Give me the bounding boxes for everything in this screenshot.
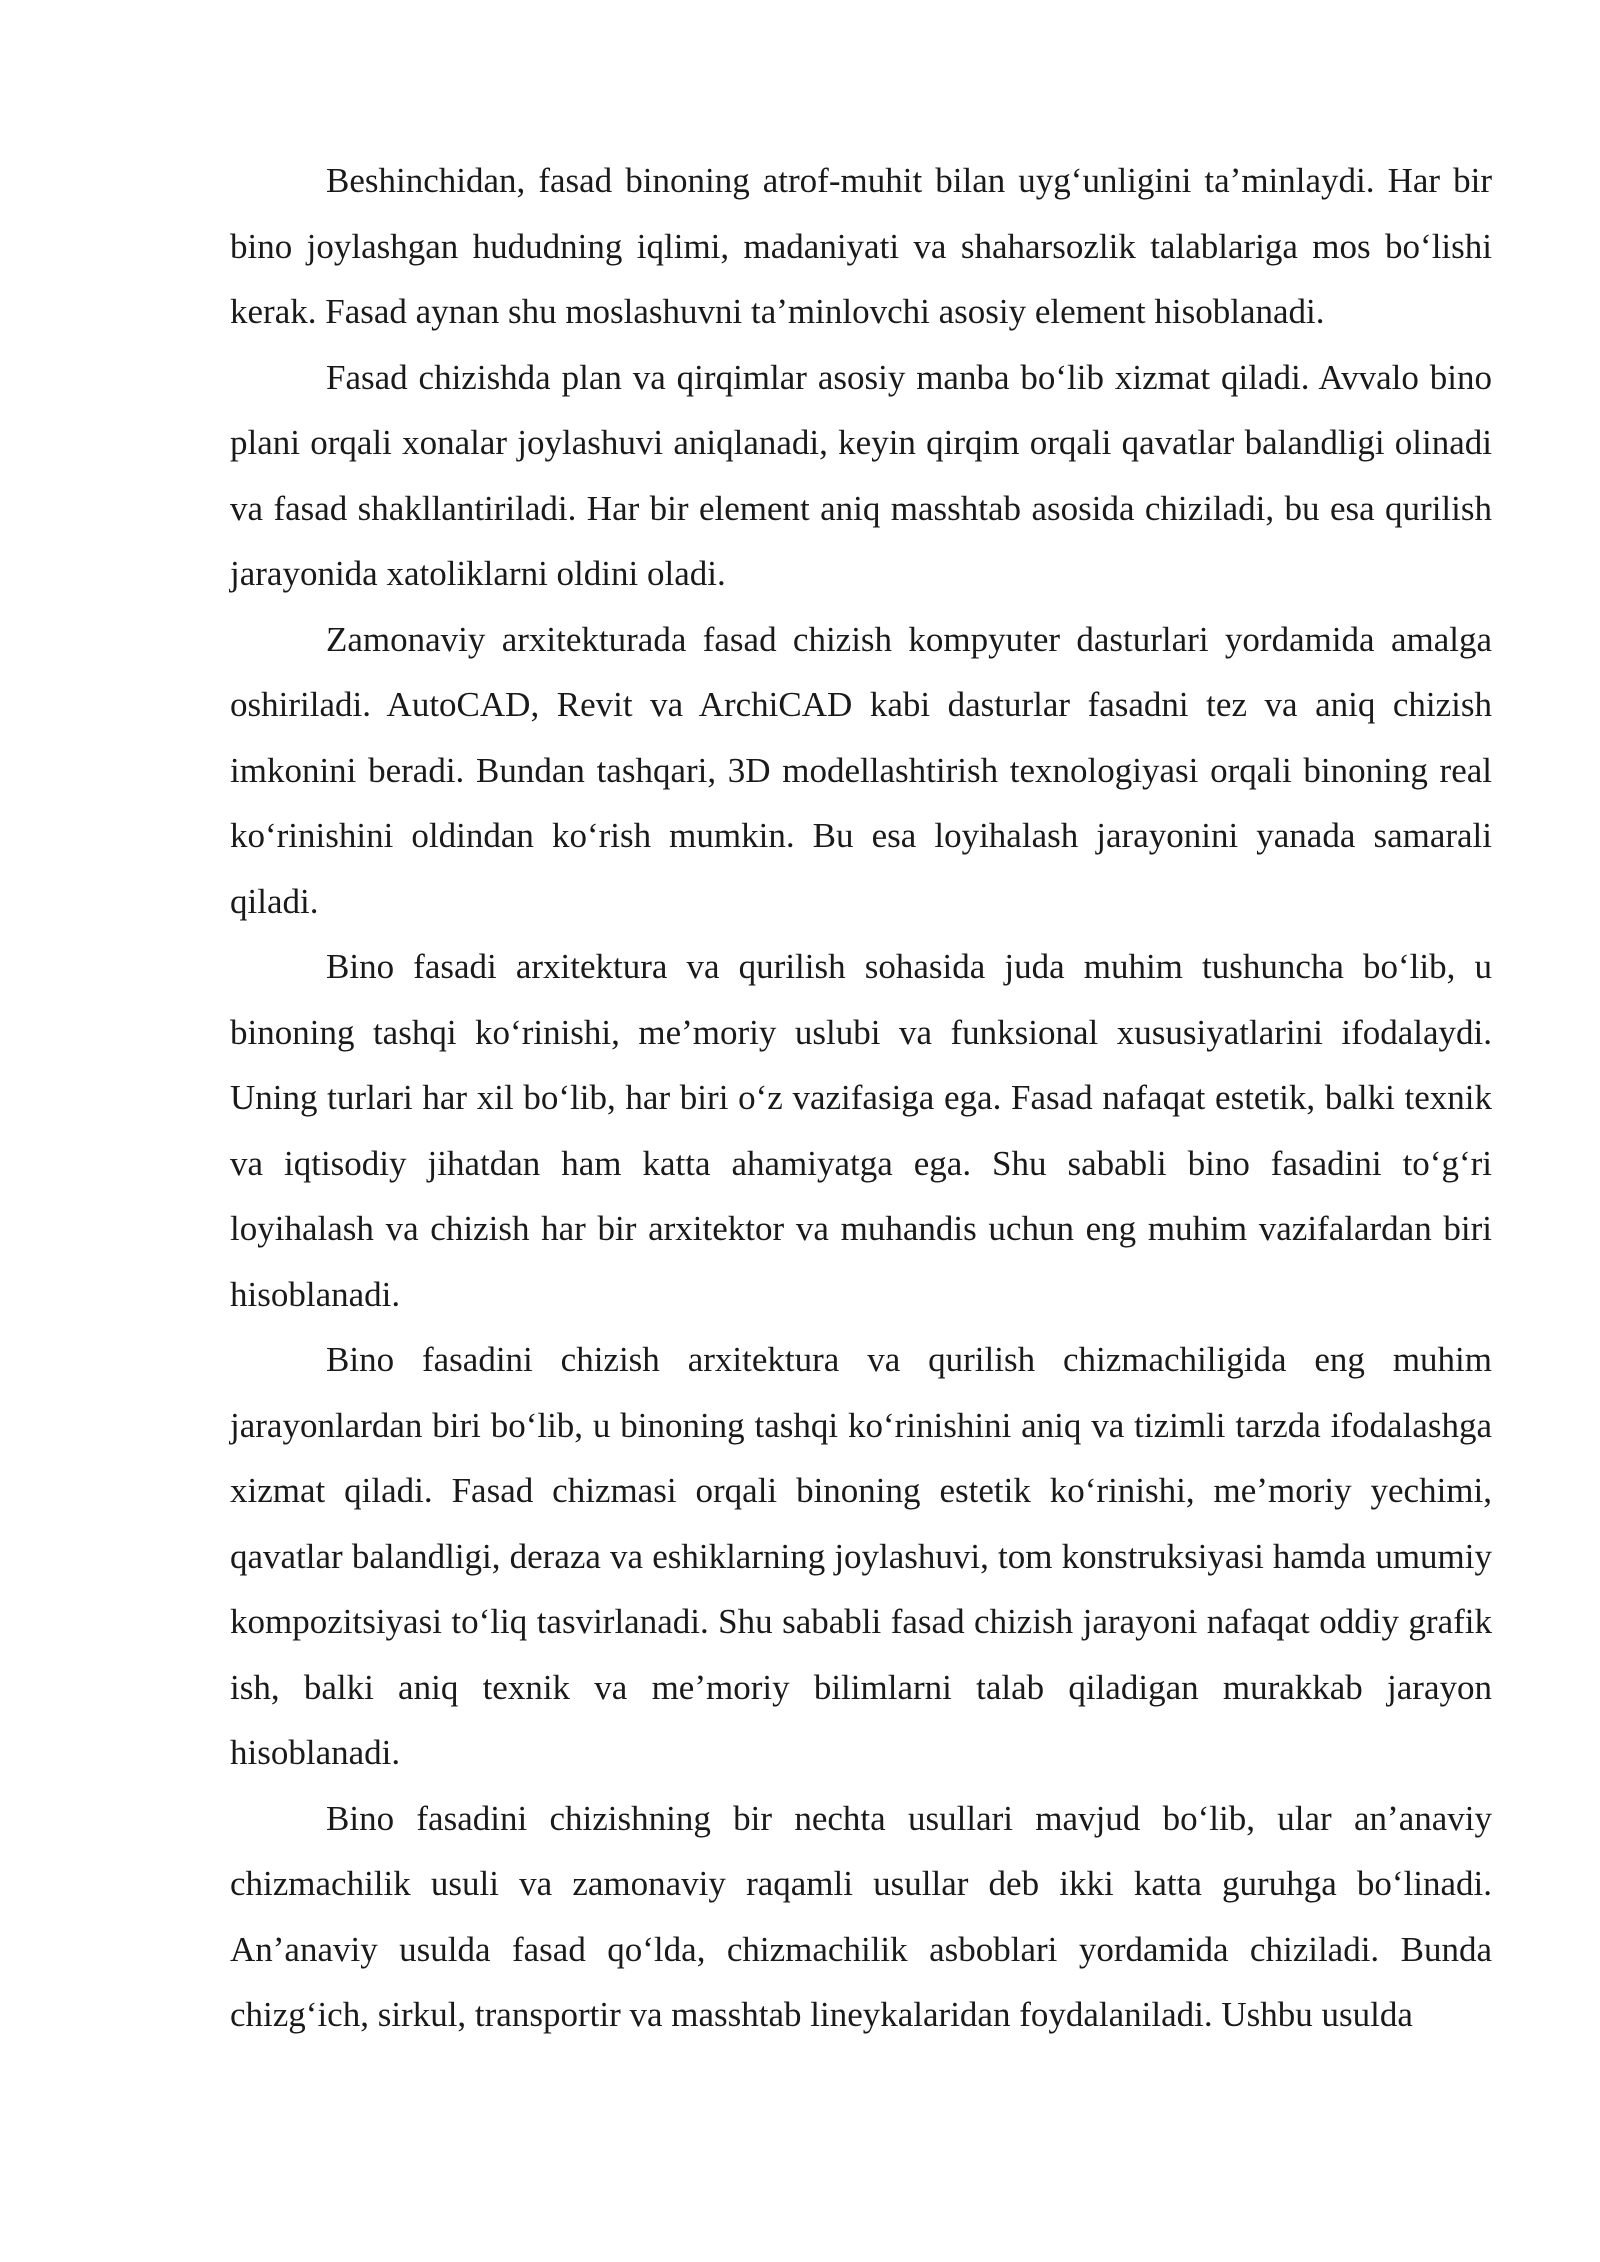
paragraph-4: Bino fasadi arxitektura va qurilish sohasida juda muhim tushuncha boʻlib, u binoning tashqi koʻrinishi, meʼmoriy uslubi va funksional xususiyatlarini ifodalaydi. Uning turlari har xil boʻlib, har biri oʻz vazifasiga ega. Fasad nafaqat estetik, balki texnik va iqtisodiy jihatdan ham katta ahamiyatga ega. Shu sababli bino fasadini toʻgʻri loyihalash va chizish har bir arxitektor va muhandis uchun eng muhim vazifalardan biri hisoblanadi.: [230, 947, 1492, 1314]
paragraph-6: Bino fasadini chizishning bir nechta usullari mavjud boʻlib, ular anʼanaviy chizmachilik usuli va zamonaviy raqamli usullar deb ikki katta guruhga boʻlinadi. Anʼanaviy usulda fasad qoʻlda, chizmachilik asboblari yordamida chiziladi. Bunda chizgʻich, sirkul, transportir va masshtab lineykalaridan foydalaniladi. Ushbu usulda: [230, 1798, 1492, 2034]
paragraph-1: Beshinchidan, fasad binoning atrof-muhit bilan uygʻunligini taʼminlaydi. Har bir bino joylashgan hududning iqlimi, madaniyati va shaharsozlik talablariga mos boʻlishi kerak. Fasad aynan shu moslashuvni taʼminlovchi asosiy element hisoblanadi.: [230, 161, 1492, 331]
paragraph-5: Bino fasadini chizish arxitektura va qurilish chizmachiligida eng muhim jarayonlardan biri boʻlib, u binoning tashqi koʻrinishini aniq va tizimli tarzda ifodalashga xizmat qiladi. Fasad chizmasi orqali binoning estetik koʻrinishi, meʼmoriy yechimi, qavatlar balandligi, deraza va eshiklarning joylashuvi, tom konstruksiyasi hamda umumiy kompozitsiyasi toʻliq tasvirlanadi. Shu sababli fasad chizish jarayoni nafaqat oddiy grafik ish, balki aniq texnik va meʼmoriy bilimlarni talab qiladigan murakkab jarayon hisoblanadi.: [230, 1340, 1492, 1772]
paragraph-2: Fasad chizishda plan va qirqimlar asosiy manba boʻlib xizmat qiladi. Avvalo bino plani orqali xonalar joylashuvi aniqlanadi, keyin qirqim orqali qavatlar balandligi olinadi va fasad shakllantiriladi. Har bir element aniq masshtab asosida chiziladi, bu esa qurilish jarayonida xatoliklarni oldini oladi.: [230, 357, 1492, 593]
paragraph-3: Zamonaviy arxitekturada fasad chizish kompyuter dasturlari yordamida amalga oshiriladi. AutoCAD, Revit va ArchiCAD kabi dasturlar fasadni tez va aniq chizish imkonini beradi. Bundan tashqari, 3D modellashtirish texnologiyasi orqali binoning real koʻrinishini oldindan koʻrish mumkin. Bu esa loyihalash jarayonini yanada samarali qiladi.: [230, 619, 1492, 921]
body-text: [230, 148, 1492, 2048]
